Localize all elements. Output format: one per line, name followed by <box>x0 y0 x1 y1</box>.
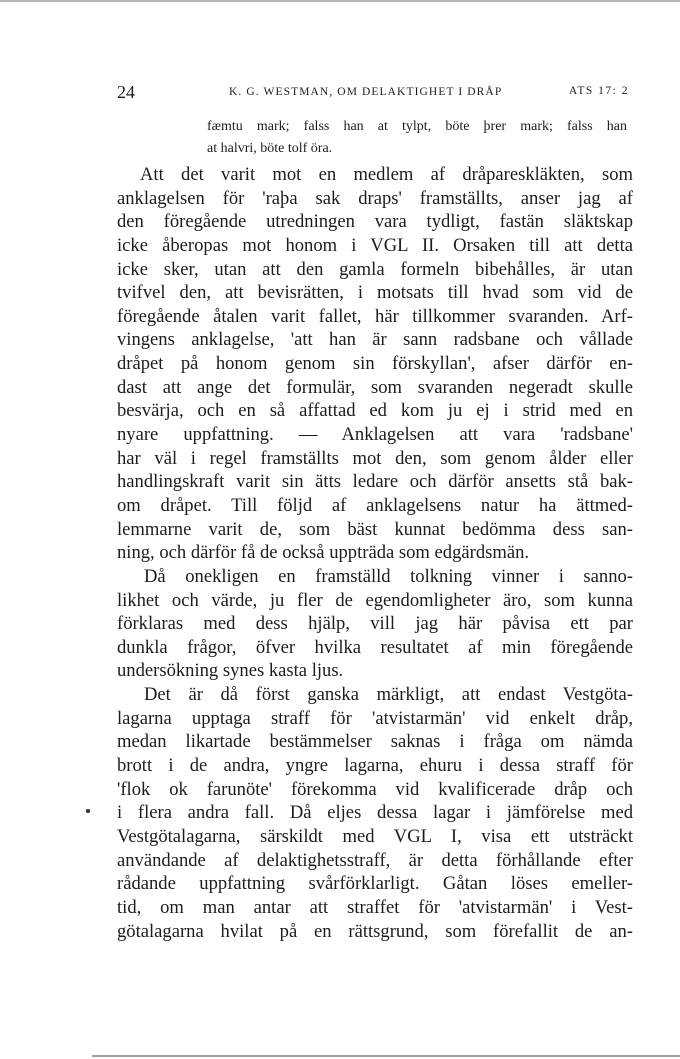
page-header <box>117 80 629 104</box>
text-line: i flera andra fall. Då eljes dessa lagar i jämförelse med <box>117 802 633 824</box>
text-line: dunkla frågor, öfver hvilka resultatet af min föregående <box>117 636 633 658</box>
text-line: handlingskraft varit sin ätts ledare och därför ansetts stå bak- <box>117 471 633 493</box>
text-line: lagarna upptaga straff för 'atvistarmän' vid enkelt dråp, <box>117 707 633 729</box>
top-edge-rule <box>0 0 680 2</box>
text-line: tvifvel den, att bevisrätten, i motsats till hvad som vid de <box>117 282 633 304</box>
text-line: har väl i regel framställts mot den, som genom ålder eller <box>117 447 633 469</box>
text-line: Vestgötalagarna, särskildt med VGL I, visa ett utsträckt <box>117 825 633 847</box>
text-line: förklaras med dess hjälp, vill jag här påvisa ett par <box>117 613 633 635</box>
text-line: undersökning synes kasta ljus. <box>117 660 344 682</box>
text-line: anklagelsen för 'raþa sak draps' framställts, anser jag af <box>117 187 633 209</box>
margin-dot-mark <box>86 809 90 813</box>
text-line: Det är då först ganska märkligt, att endast Vestgöta- <box>144 684 633 706</box>
footnote-line: at halvri, böte tolf öra. <box>207 141 333 156</box>
series-reference: ATS 17: 2 <box>568 85 629 97</box>
text-line: lemmarne varit de, som bäst kunnat bedömma dess san- <box>117 518 633 540</box>
text-line: icke åberopas mot honom i VGL II. Orsaken till att detta <box>117 234 633 256</box>
text-line: nyare uppfattning. — Anklagelsen att vara 'radsbane' <box>117 424 633 446</box>
text-line: den föregående utredningen vara tydligt, fastän släktskap <box>117 211 633 233</box>
running-title: K. G. WESTMAN, OM DELAKTIGHET I DRÅP <box>229 86 503 98</box>
text-line: Att det varit mot en medlem af dråpareskläkten, som <box>140 164 633 185</box>
bottom-edge-rule <box>92 1055 680 1057</box>
text-line: brott i de andra, yngre lagarna, ehuru i dessa straff för <box>117 755 633 777</box>
text-line: dast att ange det formulär, som svaranden negeradt skulle <box>117 376 633 398</box>
text-line: Då onekligen en framställd tolkning vinner i sanno- <box>144 565 633 587</box>
text-line: icke sker, utan att den gamla formeln bibehålles, är utan <box>117 258 633 280</box>
text-line: dråpet på honom genom sin förskyllan', afser därför en- <box>117 353 633 375</box>
body-text <box>117 163 633 943</box>
text-line: vingens anklagelse, 'att han är sann radsbane och vållade <box>117 329 633 351</box>
text-line: om dråpet. Till följd af anklagelsens natur ha ättmed- <box>117 494 633 516</box>
text-line: rådande uppfattning svårförklarligt. Gåtan löses emeller- <box>117 873 633 895</box>
page-number: 24 <box>117 82 135 102</box>
footnote-line: fæmtu mark; falss han at tylpt, böte þrer mark; falss han <box>207 119 627 134</box>
footnote <box>207 116 627 160</box>
text-line: ning, och därför få de också uppträda som edgärdsmän. <box>117 542 530 564</box>
text-line: tid, om man antar att straffet för 'atvistarmän' i Vest- <box>117 896 633 918</box>
text-line: 'flok ok farunöte' förekomma vid kvalificerade dråp och <box>117 778 633 800</box>
text-line: götalagarna hvilat på en rättsgrund, som förefallit de an- <box>117 920 633 942</box>
text-line: besvärja, och en så affattad ed kom ju ej i strid med en <box>117 400 633 422</box>
text-line: likhet och värde, ju fler de egendomligheter äro, som kunna <box>117 589 633 611</box>
text-line: föregående åtalen varit fallet, här tillkommer svaranden. Arf- <box>117 305 633 327</box>
text-line: medan likartade bestämmelser saknas i fråga om nämda <box>117 731 633 753</box>
text-line: användande af delaktighetsstraff, är detta förhållande efter <box>117 849 633 871</box>
